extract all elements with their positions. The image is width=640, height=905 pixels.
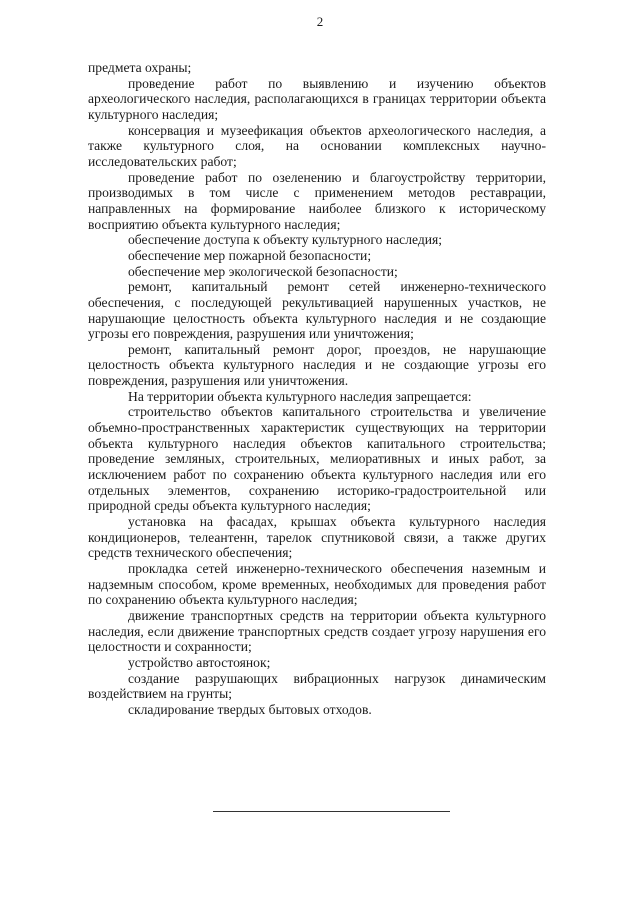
paragraph: проведение работ по выявлению и изучению объектов археологического наследия, располагающихся в границах территории объекта культурного наследия; [88,75,546,122]
end-divider [213,811,450,812]
page-number: 2 [316,14,324,29]
paragraph: создание разрушающих вибрационных нагрузок динамическим воздействием на грунты; [88,670,546,702]
paragraph: строительство объектов капитального строительства и увеличение объемно-пространственных характеристик существующих на территории объекта культурного наследия объектов капитального строительства; проведение земляных, строительных, мелиоративных и иных работ, за исключением работ по сохранению объекта культурного наследия или его отдельных элементов, сохранению историко-градостроительной или природной среды объекта культурного наследия; [88,404,546,514]
paragraph: ремонт, капитальный ремонт сетей инженерно-технического обеспечения, с последующей рекультивацией нарушенных участков, не нарушающие целостность объекта культурного наследия и не создающие угрозы его повреждения, разрушения или уничтожения; [88,279,546,342]
paragraph: устройство автостоянок; [128,654,271,670]
paragraph: прокладка сетей инженерно-технического обеспечения наземным и надземным способом, кроме временных, необходимых для проведения работ по сохранению объекта культурного наследия; [88,561,546,608]
paragraph: обеспечение доступа к объекту культурного наследия; [128,232,443,248]
paragraph: проведение работ по озеленению и благоустройству территории, производимых в том числе с применением методов реставрации, направленных на формирование наиболее близкого к историческому восприятию объекта культурного наследия; [88,169,546,232]
paragraph: ремонт, капитальный ремонт дорог, проездов, не нарушающие целостность объекта культурного наследия и не создающие угрозы его повреждения, разрушения или уничтожения. [88,341,546,389]
paragraph: движение транспортных средств на территории объекта культурного наследия, если движение транспортных средств создает угрозу нарушения его целостности и сохранности; [88,607,546,655]
paragraph: обеспечение мер пожарной безопасности; [128,247,372,263]
section-heading: На территории объекта культурного наследия запрещается: [128,388,472,404]
document-body [88,60,546,718]
paragraph: обеспечение мер экологической безопасности; [128,263,398,279]
paragraph: консервация и музеефикация объектов археологического наследия, а также культурного слоя, на основании комплексных научно-исследовательских работ; [88,122,546,169]
paragraph: установка на фасадах, крышах объекта культурного наследия кондиционеров, телеантенн, тарелок спутниковой связи, а также других средств технического обеспечения; [88,514,546,561]
paragraph: складирование твердых бытовых отходов. [128,701,372,717]
paragraph: предмета охраны; [88,60,192,75]
